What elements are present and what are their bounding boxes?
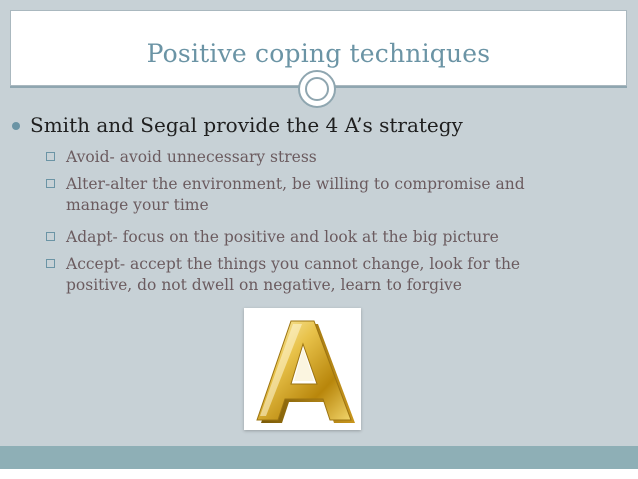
sub-bullet-text: Adapt- focus on the positive and look at the big picture bbox=[66, 228, 499, 246]
gold-letter-a-icon bbox=[244, 308, 361, 430]
sub-bullet-text: Accept- accept the things you cannot change, look for the positive, do not dwell on negative, learn to forgive bbox=[66, 255, 521, 294]
main-bullet-text: Smith and Segal provide the 4 A’s strategy bbox=[30, 113, 463, 137]
footer-bar bbox=[0, 446, 638, 469]
square-bullet-icon bbox=[46, 152, 55, 161]
sub-bullet-avoid bbox=[66, 147, 586, 168]
sub-bullet-alter bbox=[66, 174, 586, 216]
slide-title: Positive coping techniques bbox=[146, 39, 491, 68]
footer-bottom-strip bbox=[0, 469, 638, 479]
divider-inner-circle bbox=[305, 77, 329, 101]
gold-letter-a-image bbox=[244, 308, 361, 430]
square-bullet-icon bbox=[46, 179, 55, 188]
sub-bullet-adapt bbox=[66, 227, 586, 248]
sub-bullet-text: Alter-alter the environment, be willing to compromise and manage your time bbox=[66, 175, 525, 214]
sub-bullet-text: Avoid- avoid unnecessary stress bbox=[66, 148, 317, 166]
square-bullet-icon bbox=[46, 259, 55, 268]
bullet-dot-icon bbox=[12, 122, 20, 130]
main-bullet bbox=[30, 113, 463, 137]
sub-bullet-accept bbox=[66, 254, 586, 296]
divider-circle-icon bbox=[298, 70, 336, 108]
square-bullet-icon bbox=[46, 232, 55, 241]
